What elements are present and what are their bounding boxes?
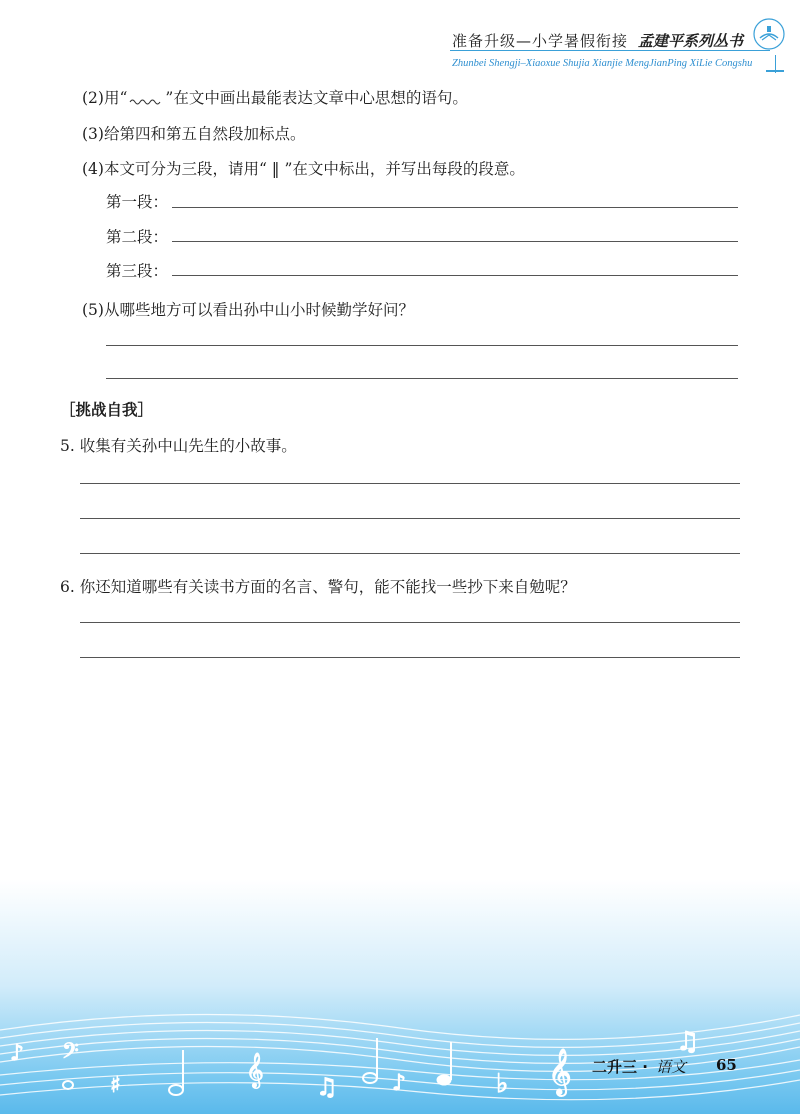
answer-line[interactable]	[106, 378, 738, 379]
treble-clef-large-icon: 𝄞	[548, 1049, 572, 1095]
music-notes-decoration	[0, 880, 800, 1114]
wavy-underline-icon	[127, 93, 165, 105]
book-logo-icon	[752, 18, 786, 56]
series-name: 孟建平系列丛书	[638, 32, 744, 50]
beamed-notes-icon: ♫	[316, 1073, 338, 1101]
grade-text: 二升三	[592, 1058, 638, 1076]
answer-line-para-2[interactable]	[172, 241, 738, 242]
answer-line-para-1[interactable]	[172, 207, 738, 208]
grade-label	[592, 1056, 648, 1077]
question-2	[82, 86, 468, 108]
question-4: (4)本文可分为三段，请用“ ‖ ”在文中标出，并写出每段的段意。	[82, 160, 525, 178]
answer-line[interactable]	[80, 657, 740, 658]
para-1-label: 第一段：	[106, 193, 169, 211]
question-5-sub: (5)从哪些地方可以看出孙中山小时候勤学好问？	[82, 301, 414, 319]
question-2-prefix: (2)用“	[82, 89, 128, 107]
header-divider	[450, 50, 770, 51]
question-3: (3)给第四和第五自然段加标点。	[82, 125, 306, 143]
answer-line[interactable]	[80, 483, 740, 484]
subject-label: 语文	[656, 1058, 687, 1076]
question-5: 5. 收集有关孙中山先生的小故事。	[60, 437, 297, 455]
answer-line[interactable]	[106, 345, 738, 346]
answer-line-para-3[interactable]	[172, 275, 738, 276]
flat-icon: ♭	[496, 1069, 509, 1099]
beamed-notes-top-icon: ♫	[676, 1027, 700, 1057]
section-title-challenge: ［挑战自我］	[60, 401, 154, 419]
para-2-label: 第二段：	[106, 228, 169, 246]
logo-base	[766, 70, 784, 72]
footer-separator: ·	[642, 1058, 648, 1076]
note-icon: ♪	[10, 1041, 25, 1066]
question-2-suffix: ”在文中画出最能表达文章中心思想的语句。	[165, 89, 468, 107]
para-3-label: 第三段：	[106, 262, 169, 280]
answer-line[interactable]	[80, 553, 740, 554]
header-pinyin: Zhunbei Shengji–Xiaoxue Shujia Xianjie MengJianPing XiLie Congshu	[452, 58, 753, 69]
answer-line[interactable]	[80, 622, 740, 623]
page-number: 65	[716, 1056, 737, 1074]
treble-clef-icon: 𝄞	[246, 1053, 264, 1088]
eighth-note-icon: ♪	[392, 1071, 407, 1096]
question-6: 6. 你还知道哪些有关读书方面的名言、警句，能不能找一些抄下来自勉呢？	[60, 578, 576, 596]
book-title: 准备升级—小学暑假衔接	[452, 32, 629, 50]
bass-clef-icon: 𝄢	[62, 1039, 79, 1069]
answer-line[interactable]	[80, 518, 740, 519]
sharp-icon: ♯	[110, 1073, 121, 1098]
